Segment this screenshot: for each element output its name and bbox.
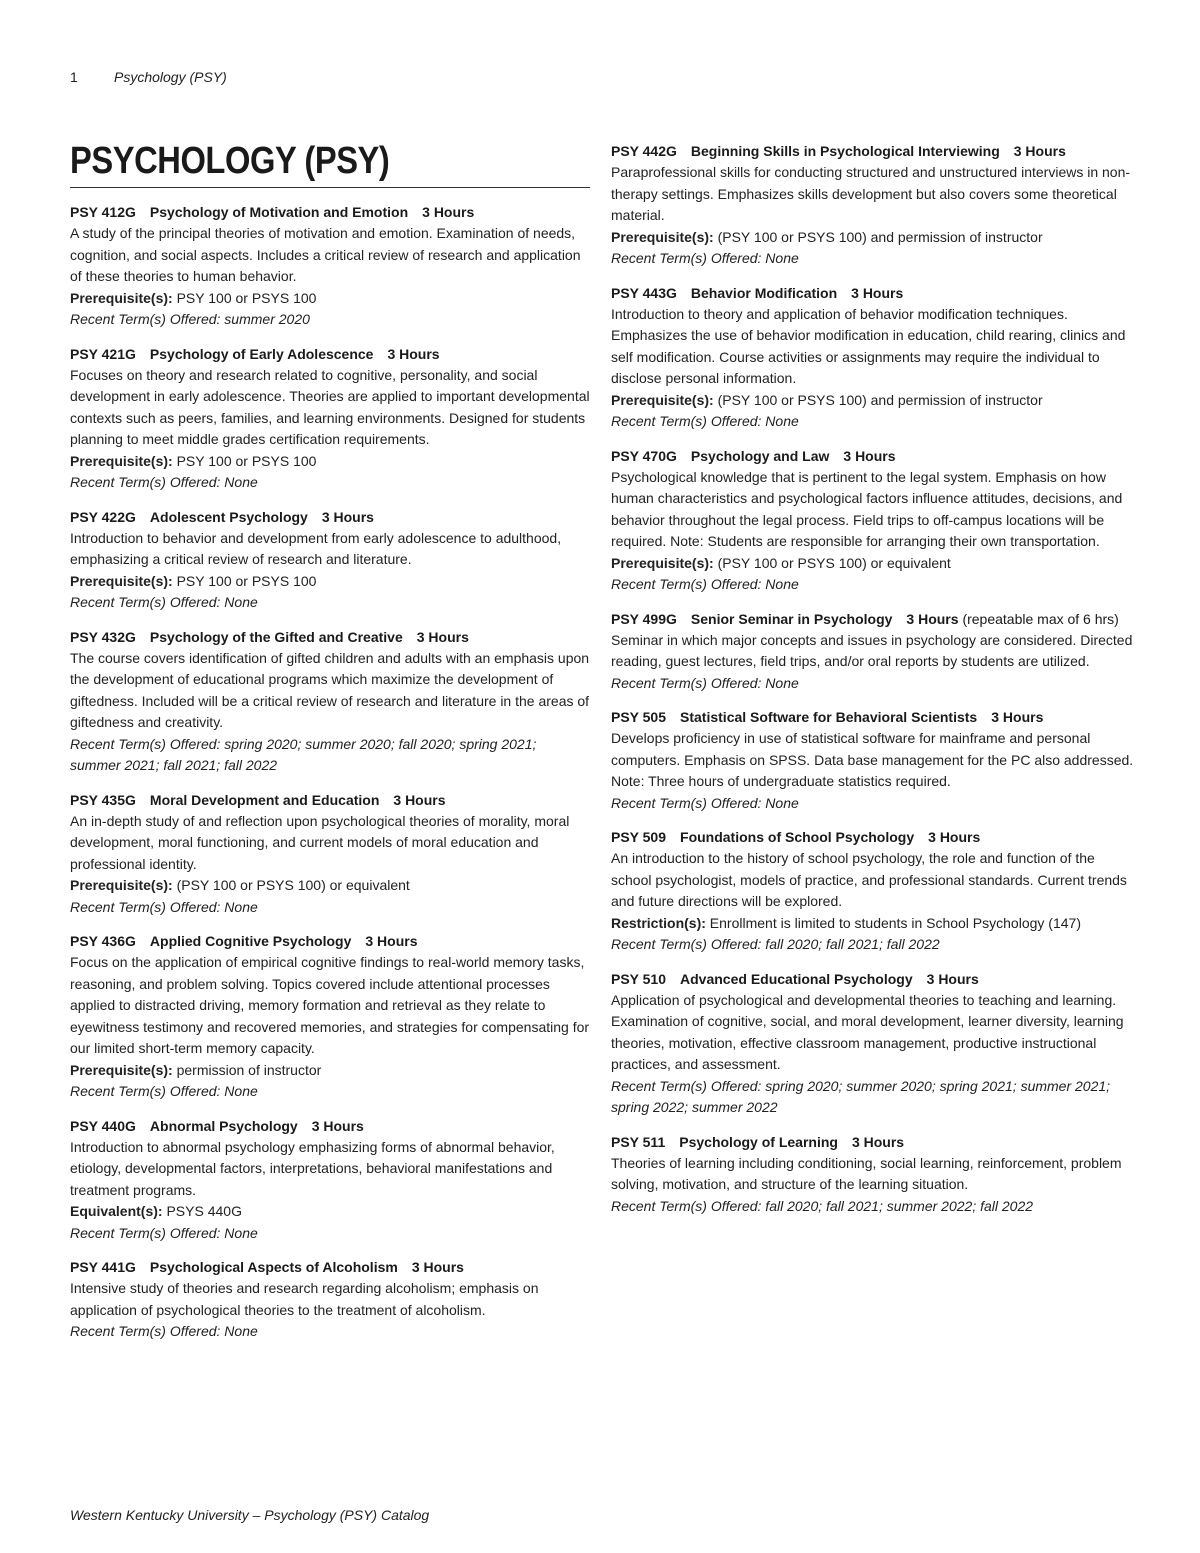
course-recent-terms: Recent Term(s) Offered: fall 2020; fall 2021; summer 2022; fall 2022 <box>611 1197 1034 1214</box>
course-entry <box>611 969 1136 1119</box>
course-prerequisite-value: PSY 100 or PSYS 100 <box>176 572 317 589</box>
course-code: PSY 443G <box>611 284 677 301</box>
course-heading <box>70 507 590 528</box>
course-prerequisite-label: Prerequisite(s): <box>611 391 714 408</box>
course-prerequisite <box>70 875 590 897</box>
course-prerequisite-label: Prerequisite(s): <box>70 452 173 469</box>
course-code: PSY 510 <box>611 970 667 987</box>
course-entry <box>70 344 590 494</box>
course-hours: 3 Hours <box>991 709 1044 725</box>
course-description: The course covers identification of gifted children and adults with an emphasis upon the development of educational programs which maximize the development of giftedness. Included will be a critical review of research and literature in the areas of giftedness and creativity. <box>70 649 590 730</box>
course-recent-terms: Recent Term(s) Offered: None <box>70 474 258 490</box>
page-number: 1 <box>70 69 78 85</box>
course-prerequisite-value: PSY 100 or PSYS 100 <box>176 289 317 306</box>
course-recent-terms: Recent Term(s) Offered: spring 2020; summer 2020; fall 2020; spring 2021; summer 2021; fall 2021; fall 2022 <box>70 735 537 773</box>
course-hours: 3 Hours <box>365 933 418 949</box>
course-recent-terms: Recent Term(s) Offered: None <box>70 1323 258 1339</box>
course-prerequisite-value: (PSY 100 or PSYS 100) and permission of instructor <box>717 391 1043 408</box>
course-prerequisite-label: Prerequisite(s): <box>70 289 173 306</box>
course-prerequisite-value: permission of instructor <box>176 1061 322 1078</box>
course-entry <box>70 507 590 614</box>
course-name: Moral Development and Education <box>149 791 380 808</box>
course-heading <box>611 609 1136 630</box>
course-entry <box>611 141 1136 270</box>
course-entry <box>611 609 1136 695</box>
course-entry <box>70 202 590 331</box>
course-code: PSY 435G <box>70 791 136 808</box>
course-recent-terms: Recent Term(s) Offered: summer 2020 <box>70 311 310 327</box>
course-entry <box>70 1116 590 1245</box>
course-prerequisite-label: Prerequisite(s): <box>611 228 714 245</box>
course-description: Paraprofessional skills for conducting structured and unstructured interviews in non-therapy settings. Emphasizes skills development but also covers some theoretical material. <box>611 164 1131 223</box>
course-code: PSY 432G <box>70 628 136 645</box>
course-heading <box>611 1132 1136 1153</box>
course-name: Psychology of Early Adolescence <box>149 345 374 362</box>
course-description: Focus on the application of empirical cognitive findings to real-world memory tasks, reasoning, and problem solving. Topics covered include attentional processes applied to distracted driving, memory formation and retrieval as they relate to eyewitness testimony and recovered memories, and strategies for compensating for our limited short-term memory capacity. <box>70 954 590 1056</box>
course-name: Abnormal Psychology <box>149 1117 298 1134</box>
course-recent-terms: Recent Term(s) Offered: None <box>611 576 799 592</box>
course-code: PSY 499G <box>611 610 677 627</box>
course-prerequisite <box>70 451 590 473</box>
course-code: PSY 422G <box>70 508 136 525</box>
course-entry <box>611 446 1136 596</box>
course-description: A study of the principal theories of motivation and emotion. Examination of needs, cognition, and social aspects. Includes a critical review of research and application of these theories to human behavior. <box>70 225 581 284</box>
course-hours: 3 Hours <box>926 970 979 987</box>
course-recent-terms: Recent Term(s) Offered: None <box>611 413 799 429</box>
course-name: Psychology of Motivation and Emotion <box>149 204 409 220</box>
course-heading <box>611 446 1136 467</box>
course-heading <box>70 1116 590 1137</box>
course-entry <box>70 627 590 777</box>
course-heading <box>70 1257 590 1278</box>
course-description: Intensive study of theories and research regarding alcoholism; emphasis on application of psychological theories to the treatment of alcoholism. <box>70 1280 539 1318</box>
course-code: PSY 412G <box>70 204 136 220</box>
course-name: Adolescent Psychology <box>149 508 308 525</box>
course-recent-terms: Recent Term(s) Offered: None <box>70 898 258 915</box>
course-recent-terms: Recent Term(s) Offered: None <box>70 1083 258 1099</box>
course-prerequisite <box>70 571 590 593</box>
course-heading <box>611 707 1136 728</box>
course-heading <box>611 827 1136 848</box>
document-title: PSYCHOLOGY (PSY) <box>70 140 390 182</box>
course-recent-terms: Recent Term(s) Offered: None <box>611 250 799 266</box>
course-description: Develops proficiency in use of statistical software for mainframe and personal computers. Emphasis on SPSS. Data base management for the PC also addressed. Note: Three hours of undergraduate statistics required. <box>611 730 1134 789</box>
running-header-title: Psychology (PSY) <box>114 69 227 85</box>
course-description: Psychological knowledge that is pertinent to the legal system. Emphasis on how human characteristics and psychological factors influence attitudes, decisions, and behavior throughout the legal process. Field trips to off-campus locations will be required. Note: Students are responsible for arranging their own transportation. <box>611 468 1123 549</box>
course-entry <box>611 827 1136 956</box>
course-heading <box>70 627 590 648</box>
course-hours: 3 Hours <box>416 628 469 645</box>
course-description: Theories of learning including conditioning, social learning, reinforcement, problem solving, motivation, and structure of the learning situation. <box>611 1154 1122 1192</box>
course-recent-terms: Recent Term(s) Offered: None <box>611 794 799 811</box>
course-code: PSY 436G <box>70 933 136 949</box>
course-code: PSY 511 <box>611 1133 666 1150</box>
course-prerequisite-label: Prerequisite(s): <box>70 572 173 589</box>
course-restriction-value: Enrollment is limited to students in School Psychology (147) <box>709 914 1081 931</box>
course-name: Foundations of School Psychology <box>680 829 915 845</box>
course-hours: 3 Hours <box>311 1117 364 1134</box>
course-hours: 3 Hours <box>321 508 374 525</box>
course-description: Introduction to abnormal psychology emphasizing forms of abnormal behavior, etiology, developmental factors, interpretations, behavioral manifestations and treatment programs. <box>70 1138 555 1198</box>
course-prerequisite <box>70 1060 590 1082</box>
course-name: Applied Cognitive Psychology <box>149 933 352 949</box>
page-header <box>70 69 227 85</box>
course-hours: 3 Hours <box>851 1133 905 1150</box>
page-footer: Western Kentucky University – Psychology (PSY) Catalog <box>70 1507 430 1523</box>
course-prerequisite <box>70 288 590 310</box>
course-hours: 3 Hours <box>387 345 440 362</box>
course-description: An in-depth study of and reflection upon psychological theories of morality, moral development, moral functioning, and current models of moral education and professional identity. <box>70 812 570 872</box>
course-name: Statistical Software for Behavioral Scientists <box>680 709 978 725</box>
left-course-list <box>70 202 590 1343</box>
course-name: Psychology and Law <box>690 447 830 464</box>
course-entry <box>70 1257 590 1343</box>
course-description: Seminar in which major concepts and issues in psychology are considered. Directed reading, guest lectures, field trips, and/or oral reports by students are utilized. <box>611 631 1133 669</box>
course-prerequisite-value: PSY 100 or PSYS 100 <box>176 452 317 469</box>
course-prerequisite <box>611 227 1136 249</box>
course-hours: 3 Hours <box>422 204 475 220</box>
course-heading <box>611 141 1136 162</box>
course-hours: 3 Hours <box>411 1259 464 1275</box>
course-hours: 3 Hours <box>843 447 896 464</box>
course-equivalent-value: PSYS 440G <box>166 1203 242 1219</box>
course-entry <box>611 1132 1136 1218</box>
course-entry <box>70 931 590 1103</box>
course-name: Psychology of Learning <box>679 1133 838 1150</box>
course-prerequisite-value: (PSY 100 or PSYS 100) or equivalent <box>717 554 951 571</box>
course-code: PSY 441G <box>70 1259 136 1275</box>
course-prerequisite-label: Prerequisite(s): <box>70 1061 173 1078</box>
course-code: PSY 440G <box>70 1117 136 1134</box>
course-prerequisite-value: (PSY 100 or PSYS 100) and permission of instructor <box>717 228 1043 245</box>
course-description: Application of psychological and developmental theories to teaching and learning. Examination of cognitive, social, and moral development, learner diversity, learning theories, motivation, effective classroom management, productive instructional practices, and assessment. <box>611 991 1124 1072</box>
course-entry <box>611 707 1136 814</box>
course-prerequisite-label: Prerequisite(s): <box>70 877 173 893</box>
course-code: PSY 509 <box>611 829 667 845</box>
course-description: Introduction to behavior and development from early adolescence to adulthood, emphasizing a critical review of research and literature. <box>70 529 562 567</box>
course-description: An introduction to the history of school psychology, the role and function of the school psychologist, models of practice, and professional standards. Current trends and future directions will be explored. <box>611 850 1127 909</box>
course-hours: 3 Hours <box>1013 143 1066 159</box>
course-heading <box>611 283 1136 304</box>
course-heading <box>70 790 590 811</box>
course-recent-terms: Recent Term(s) Offered: None <box>70 1224 258 1241</box>
course-heading <box>70 931 590 952</box>
course-recent-terms: Recent Term(s) Offered: fall 2020; fall 2021; fall 2022 <box>611 936 940 952</box>
course-hours: 3 Hours <box>906 610 959 627</box>
course-heading <box>70 344 590 365</box>
course-recent-terms: Recent Term(s) Offered: None <box>611 674 799 691</box>
course-name: Advanced Educational Psychology <box>680 970 913 987</box>
course-equivalent-label: Equivalent(s): <box>70 1203 163 1219</box>
course-prerequisite-label: Prerequisite(s): <box>611 554 714 571</box>
course-hours: 3 Hours <box>393 791 446 808</box>
course-prerequisite-value: (PSY 100 or PSYS 100) or equivalent <box>176 877 410 893</box>
course-code: PSY 421G <box>70 345 136 362</box>
course-entry <box>611 283 1136 433</box>
course-prerequisite <box>611 390 1136 412</box>
course-name: Beginning Skills in Psychological Interviewing <box>690 143 1000 159</box>
course-heading <box>611 969 1136 990</box>
course-hours: 3 Hours <box>928 829 981 845</box>
course-name: Psychological Aspects of Alcoholism <box>149 1259 398 1275</box>
course-repeat-note: (repeatable max of 6 hrs) <box>962 610 1119 627</box>
right-course-list <box>611 141 1136 1217</box>
course-entry <box>70 790 590 919</box>
right-column <box>611 141 1136 1230</box>
course-name: Behavior Modification <box>690 284 838 301</box>
course-heading <box>70 202 590 223</box>
course-recent-terms: Recent Term(s) Offered: spring 2020; summer 2020; spring 2021; summer 2021; spring 2022; summer 2022 <box>611 1077 1111 1115</box>
course-description: Focuses on theory and research related to cognitive, personality, and social development in early adolescence. Theories are applied to important developmental contexts such as peers, families, and learning environments. Designed for students planning to meet middle grades certification requirements. <box>70 366 590 447</box>
course-code: PSY 442G <box>611 143 677 159</box>
course-restriction <box>611 913 1136 935</box>
course-prerequisite <box>611 553 1136 575</box>
course-name: Psychology of the Gifted and Creative <box>149 628 403 645</box>
course-recent-terms: Recent Term(s) Offered: None <box>70 594 258 610</box>
left-column <box>70 140 590 1356</box>
course-code: PSY 505 <box>611 709 667 725</box>
course-equivalent <box>70 1201 590 1223</box>
course-hours: 3 Hours <box>851 284 904 301</box>
course-restriction-label: Restriction(s): <box>611 914 706 931</box>
course-code: PSY 470G <box>611 447 677 464</box>
title-divider <box>70 187 590 188</box>
course-name: Senior Seminar in Psychology <box>690 610 893 627</box>
course-description: Introduction to theory and application of behavior modification techniques. Emphasizes the use of behavior modification in education, child rearing, clinics and self modification. Course activities or assignments may require the individual to disclose personal information. <box>611 305 1126 386</box>
